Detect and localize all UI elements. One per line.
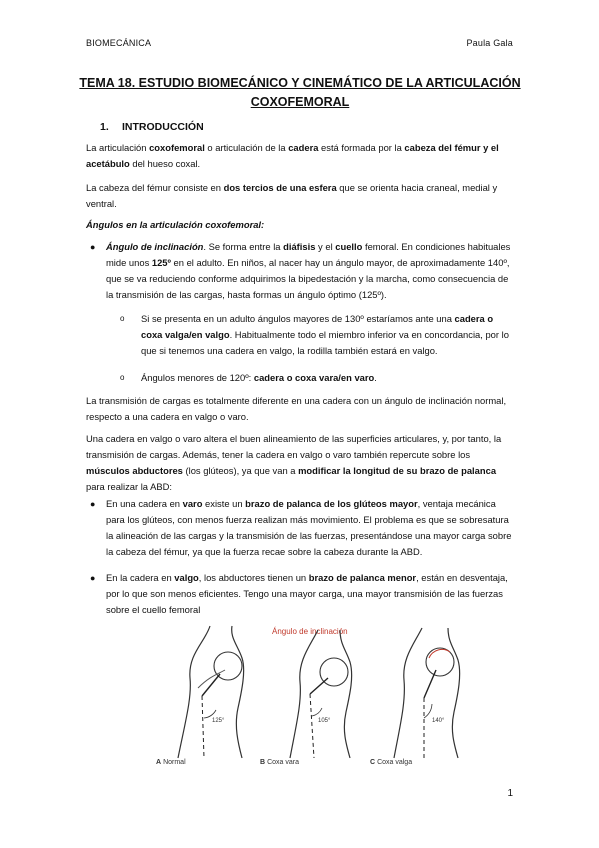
femur-normal-drawing	[178, 626, 244, 758]
bullet-icon: ●	[90, 573, 96, 583]
angles-heading: Ángulos en la articulación coxofemoral:	[86, 219, 265, 230]
paragraph-4: La transmisión de cargas es totalmente diferente en una cadera con un ángulo de inclinación normal, respecto a una cadera en valgo o varo.	[86, 395, 507, 422]
bullet-varo: ● En una cadera en varo existe un brazo de palanca de los glúteos mayor, ventaja mecánica para los glúteos, con menos fuerza realizan más movimiento. El problema es que se sobresatura la alineación de las cargas y la transmisión de las fuerzas, presentándose una mayor carga sobre la cabeza del fémur, ya que la fuerza recae sobre la cabeza durante la ABD.	[90, 498, 512, 557]
figure-title: Ángulo de inclinación	[272, 627, 348, 636]
angle-label-normal: 125°	[212, 718, 225, 724]
section-label: INTRODUCCIÓN	[122, 121, 204, 133]
bullet-valgo: ● En la cadera en valgo, los abductores tienen un brazo de palanca menor, están en desventaja, por lo que son menos eficientes. Tengo una mayor carga, una mayor transmisión de las fuerzas sobre el cuello femoral	[90, 572, 508, 615]
sub-bullet-icon: o	[120, 373, 125, 382]
femur-valga-drawing	[394, 628, 460, 758]
paragraph-1: La articulación coxofemoral o articulación de la cadera está formada por la cabeza del fémur y el acetábulo del hueso coxal.	[86, 142, 499, 169]
femur-illustration	[150, 618, 500, 768]
caption-b: B Coxa vara	[260, 759, 299, 766]
angle-label-valga: 140°	[432, 718, 445, 724]
sub-bullet-vara: o Ángulos menores de 120º: cadera o coxa vara/en varo.	[120, 370, 516, 386]
bullet-icon: ●	[90, 242, 96, 252]
header-left: BIOMECÁNICA	[86, 38, 152, 48]
section-heading	[100, 121, 204, 133]
femur-vara-drawing	[290, 630, 352, 758]
header-right: Paula Gala	[466, 38, 513, 48]
bullet-inclination: ● Ángulo de inclinación. Se forma entre la diáfisis y el cuello femoral. En condiciones habituales mide unos 125º en el adulto. En niños, al nacer hay un ángulo mayor, de aproximadamente 140º, que se va reduciendo conforme adquirimos la bipedestación y la marcha, como consecuencia de la transmisión de las cargas, hasta formas un ángulo óptimo (125º).	[90, 241, 511, 300]
sub-bullet-valga: o Si se presenta en un adulto ángulos mayores de 130º estaríamos ante una cadera o coxa valga/en valgo. Habitualmente todo el miembro inferior va en concordancia, por lo que si tenemos una cadera en valgo, la rodilla también estará en valgo.	[120, 313, 509, 356]
paragraph-2: La cabeza del fémur consiste en dos tercios de una esfera que se orienta hacia craneal, medial y ventral.	[86, 182, 498, 209]
bullet-icon: ●	[90, 499, 96, 509]
caption-a: A Normal	[156, 759, 186, 766]
page-title: TEMA 18. ESTUDIO BIOMECÁNICO Y CINEMÁTICO DE LA ARTICULACIÓN COXOFEMORAL	[79, 76, 521, 109]
paragraph-5: Una cadera en valgo o varo altera el buen alineamiento de las superficies articulares, y, por tanto, la transmisión de cargas. Además, tener la cadera en valgo o varo también repercute sobre los músculos abductores (los glúteos), ya que van a modificar la longitud de su brazo de palanca para realizar la ABD:	[86, 433, 502, 492]
angle-label-vara: 105°	[318, 718, 331, 724]
section-number: 1.	[100, 121, 109, 133]
caption-c: C Coxa valga	[370, 759, 413, 766]
page-number: 1	[507, 788, 513, 799]
sub-bullet-icon: o	[120, 314, 125, 323]
femur-angle-figure	[150, 618, 500, 768]
